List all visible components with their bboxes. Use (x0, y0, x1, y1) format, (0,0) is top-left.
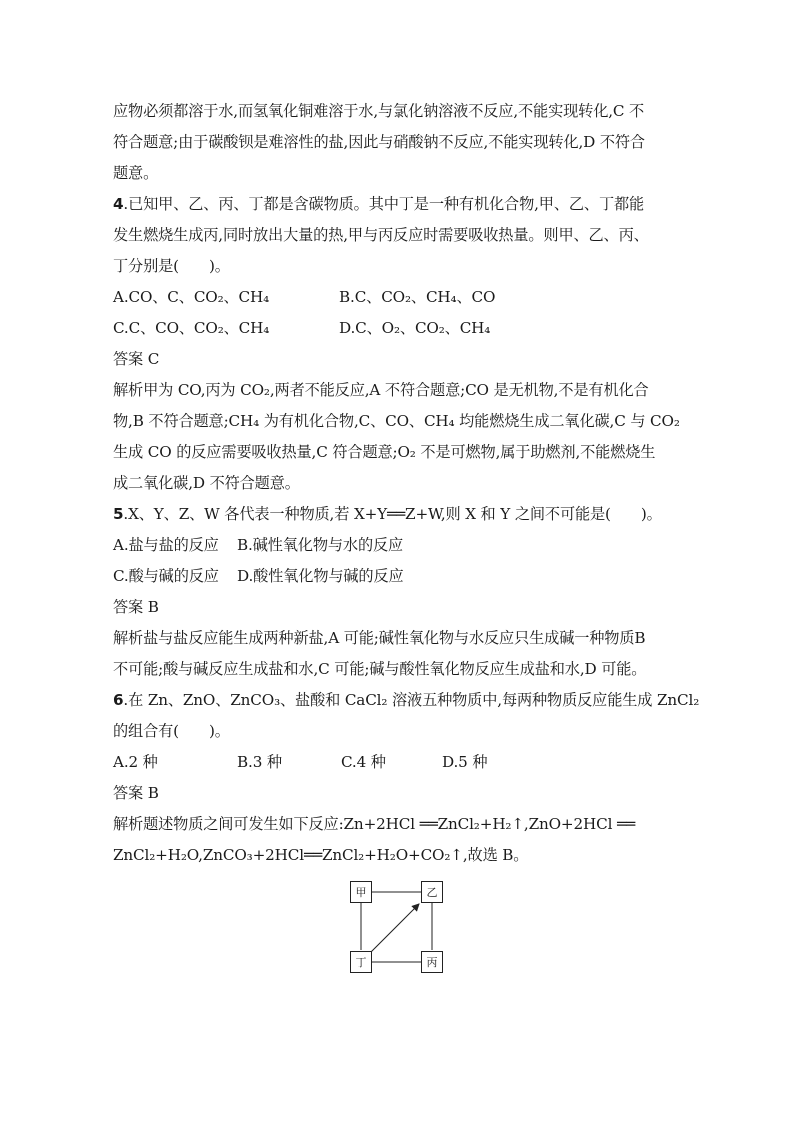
arrow-ding-to-yi (371, 904, 419, 952)
text-line: 题意。 (113, 164, 159, 182)
option-c: C.4 种 (341, 753, 386, 771)
question-4-stem-line: 4.已知甲、乙、丙、丁都是含碳物质。其中丁是一种有机化合物,甲、乙、丁都能 (113, 195, 645, 213)
option-c: C.酸与碱的反应 (113, 567, 219, 585)
question-6-analysis-line: 解析题述物质之间可发生如下反应:Zn+2HCl ══ZnCl₂+H₂↑,ZnO+2HCl ══ (113, 815, 635, 833)
node-ding: 丁 (350, 951, 372, 973)
option-b: B.3 种 (237, 753, 282, 771)
question-6-analysis-line: ZnCl₂+H₂O,ZnCO₃+2HCl══ZnCl₂+H₂O+CO₂↑,故选 B。 (113, 846, 529, 864)
question-6-answer: 答案 B (113, 784, 159, 802)
option-c: C.C、CO、CO₂、CH₄ (113, 319, 270, 337)
question-5-analysis-line: 不可能;酸与碱反应生成盐和水,C 可能;碱与酸性氧化物反应生成盐和水,D 可能。 (113, 660, 647, 678)
node-jia: 甲 (350, 881, 372, 903)
text-line: 符合题意;由于碳酸钡是难溶性的盐,因此与硝酸钠不反应,不能实现转化,D 不符合 (113, 133, 645, 151)
option-b: B.C、CO₂、CH₄、CO (339, 288, 496, 306)
option-a: A.2 种 (113, 753, 158, 771)
option-d: D.C、O₂、CO₂、CH₄ (339, 319, 491, 337)
question-6-options-row (113, 747, 679, 778)
option-a: A.CO、C、CO₂、CH₄ (113, 288, 270, 306)
question-5-answer: 答案 B (113, 598, 159, 616)
question-4-analysis-line: 物,B 不符合题意;CH₄ 为有机化合物,C、CO、CH₄ 均能燃烧生成二氧化碳,C 与 CO₂ (113, 412, 680, 430)
question-4-options-row (113, 313, 679, 344)
question-4-options-row (113, 282, 679, 313)
question-4-stem-line: 丁分别是( )。 (113, 257, 230, 275)
node-yi: 乙 (421, 881, 443, 903)
question-4-analysis-line: 成二氧化碳,D 不符合题意。 (113, 474, 300, 492)
question-4-stem-line: 发生燃烧生成丙,同时放出大量的热,甲与丙反应时需要吸收热量。则甲、乙、丙、 (113, 226, 649, 244)
question-5-analysis-line: 解析盐与盐反应能生成两种新盐,A 可能;碱性氧化物与水反应只生成碱一种物质B (113, 629, 646, 647)
option-d: D.5 种 (442, 753, 488, 771)
question-number: 6 (113, 691, 124, 709)
question-6-stem-line: 的组合有( )。 (113, 722, 230, 740)
question-5-options-row (113, 530, 679, 561)
option-b: B.碱性氧化物与水的反应 (237, 536, 404, 554)
document-page (113, 96, 700, 871)
question-4-analysis-line: 解析甲为 CO,丙为 CO₂,两者不能反应,A 不符合题意;CO 是无机物,不是有机化合 (113, 381, 649, 399)
node-bing: 丙 (421, 951, 443, 973)
question-number: 4 (113, 195, 124, 213)
option-d: D.酸性氧化物与碱的反应 (237, 567, 404, 585)
question-5-options-row (113, 561, 679, 592)
option-a: A.盐与盐的反应 (113, 536, 219, 554)
text-line: 应物必须都溶于水,而氢氧化铜难溶于水,与氯化钠溶液不反应,不能实现转化,C 不 (113, 102, 645, 120)
question-4-answer: 答案 C (113, 350, 160, 368)
question-6-stem-line: 6.在 Zn、ZnO、ZnCO₃、盐酸和 CaCl₂ 溶液五种物质中,每两种物质反应能生成 ZnCl₂ (113, 691, 700, 709)
relationship-diagram (349, 880, 443, 974)
question-4-analysis-line: 生成 CO 的反应需要吸收热量,C 符合题意;O₂ 不是可燃物,属于助燃剂,不能燃烧生 (113, 443, 656, 461)
question-5-stem-line: 5.X、Y、Z、W 各代表一种物质,若 X+Y══Z+W,则 X 和 Y 之间不可能是( )。 (113, 505, 662, 523)
question-number: 5 (113, 505, 124, 523)
